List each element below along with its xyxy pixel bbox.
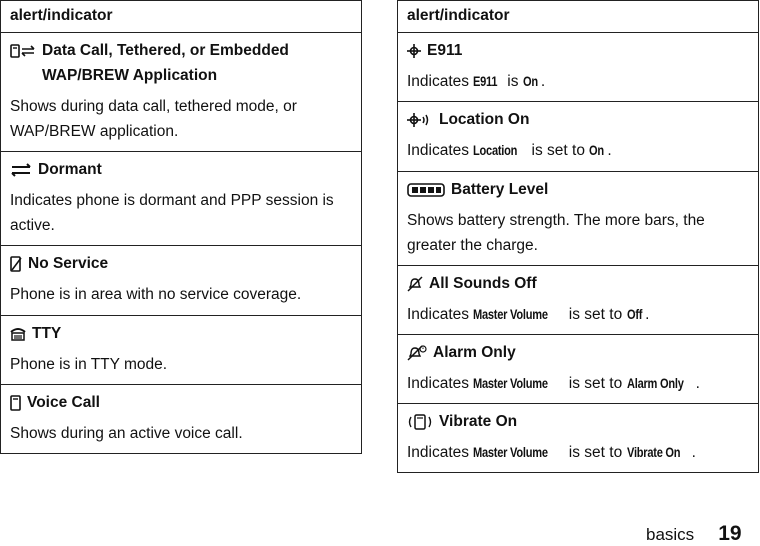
entry-title: E911 bbox=[427, 42, 463, 59]
page-number: 19 bbox=[718, 522, 742, 545]
dormant-icon bbox=[10, 157, 32, 182]
desc-text: is bbox=[502, 73, 523, 90]
desc-text: . bbox=[695, 375, 700, 392]
table-row bbox=[398, 33, 759, 102]
entry-description bbox=[407, 69, 749, 94]
entry-title: Voice Call bbox=[27, 394, 100, 411]
entry-description: Shows battery strength. The more bars, the greater the charge. bbox=[407, 212, 705, 254]
entry-title: Data Call, Tethered, or Embedded WAP/BREW Application bbox=[42, 42, 289, 84]
desc-value: Vibrate On bbox=[626, 445, 680, 460]
table-header-row bbox=[398, 1, 759, 33]
battery-icon bbox=[407, 177, 445, 202]
desc-text: . bbox=[645, 306, 650, 323]
table-row bbox=[398, 404, 759, 473]
voice-call-icon bbox=[10, 390, 21, 415]
desc-text: is set to bbox=[564, 444, 627, 461]
desc-value: Off bbox=[626, 307, 642, 322]
desc-setting: Master Volume bbox=[473, 376, 549, 391]
entry-description bbox=[407, 302, 749, 327]
e911-icon bbox=[407, 38, 421, 63]
table-row bbox=[398, 266, 759, 335]
desc-text: Indicates bbox=[407, 444, 474, 461]
entry-description: Indicates phone is dormant and PPP session is active. bbox=[10, 192, 334, 234]
desc-value: Alarm Only bbox=[626, 376, 684, 391]
desc-text: is set to bbox=[564, 306, 627, 323]
table-row bbox=[1, 152, 362, 246]
entry-title: Vibrate On bbox=[439, 413, 518, 430]
table-row bbox=[398, 102, 759, 172]
tty-icon bbox=[10, 321, 26, 346]
column-header: alert/indicator bbox=[398, 1, 759, 33]
desc-text: . bbox=[607, 142, 612, 159]
location-on-icon bbox=[407, 107, 433, 132]
desc-text: is set to bbox=[564, 375, 627, 392]
desc-text: . bbox=[691, 444, 696, 461]
no-service-icon bbox=[10, 251, 22, 276]
page-footer bbox=[646, 522, 742, 546]
table-row bbox=[1, 385, 362, 454]
entry-description: Shows during an active voice call. bbox=[10, 425, 243, 442]
desc-text: Indicates bbox=[407, 306, 474, 323]
entry-title: TTY bbox=[32, 325, 62, 342]
table-header-row bbox=[1, 1, 362, 33]
entry-title: No Service bbox=[28, 255, 109, 272]
vibrate-on-icon bbox=[407, 409, 433, 434]
entry-title: Battery Level bbox=[451, 181, 549, 198]
desc-setting: Master Volume bbox=[473, 307, 549, 322]
desc-setting: Location bbox=[473, 143, 518, 158]
desc-text: Indicates bbox=[407, 73, 474, 90]
table-row bbox=[1, 316, 362, 385]
entry-description bbox=[407, 440, 749, 465]
entry-title: Dormant bbox=[38, 161, 102, 178]
entry-title: Alarm Only bbox=[433, 344, 516, 361]
entry-description bbox=[407, 371, 749, 396]
desc-value: On bbox=[522, 74, 538, 89]
all-sounds-off-icon bbox=[407, 271, 423, 296]
entry-description: Phone is in TTY mode. bbox=[10, 356, 168, 373]
table-row bbox=[398, 172, 759, 266]
desc-setting: E911 bbox=[473, 74, 498, 89]
entry-description bbox=[407, 138, 749, 163]
data-call-icon bbox=[10, 38, 36, 63]
left-indicator-table bbox=[0, 0, 362, 454]
desc-text: is set to bbox=[527, 142, 590, 159]
section-name: basics bbox=[646, 525, 695, 544]
desc-text: . bbox=[540, 73, 546, 90]
alarm-only-icon bbox=[407, 340, 427, 365]
entry-description: Phone is in area with no service coverage. bbox=[10, 286, 302, 303]
desc-text: Indicates bbox=[407, 142, 474, 159]
entry-title: Location On bbox=[439, 111, 530, 128]
desc-text: Indicates bbox=[407, 375, 474, 392]
column-header: alert/indicator bbox=[1, 1, 362, 33]
right-indicator-table bbox=[397, 0, 759, 473]
table-row bbox=[1, 33, 362, 152]
desc-setting: Master Volume bbox=[473, 445, 549, 460]
entry-title: All Sounds Off bbox=[429, 275, 537, 292]
desc-value: On bbox=[589, 143, 605, 158]
table-row bbox=[398, 335, 759, 404]
entry-description: Shows during data call, tethered mode, or WAP/BREW application. bbox=[10, 98, 297, 140]
table-row bbox=[1, 246, 362, 316]
